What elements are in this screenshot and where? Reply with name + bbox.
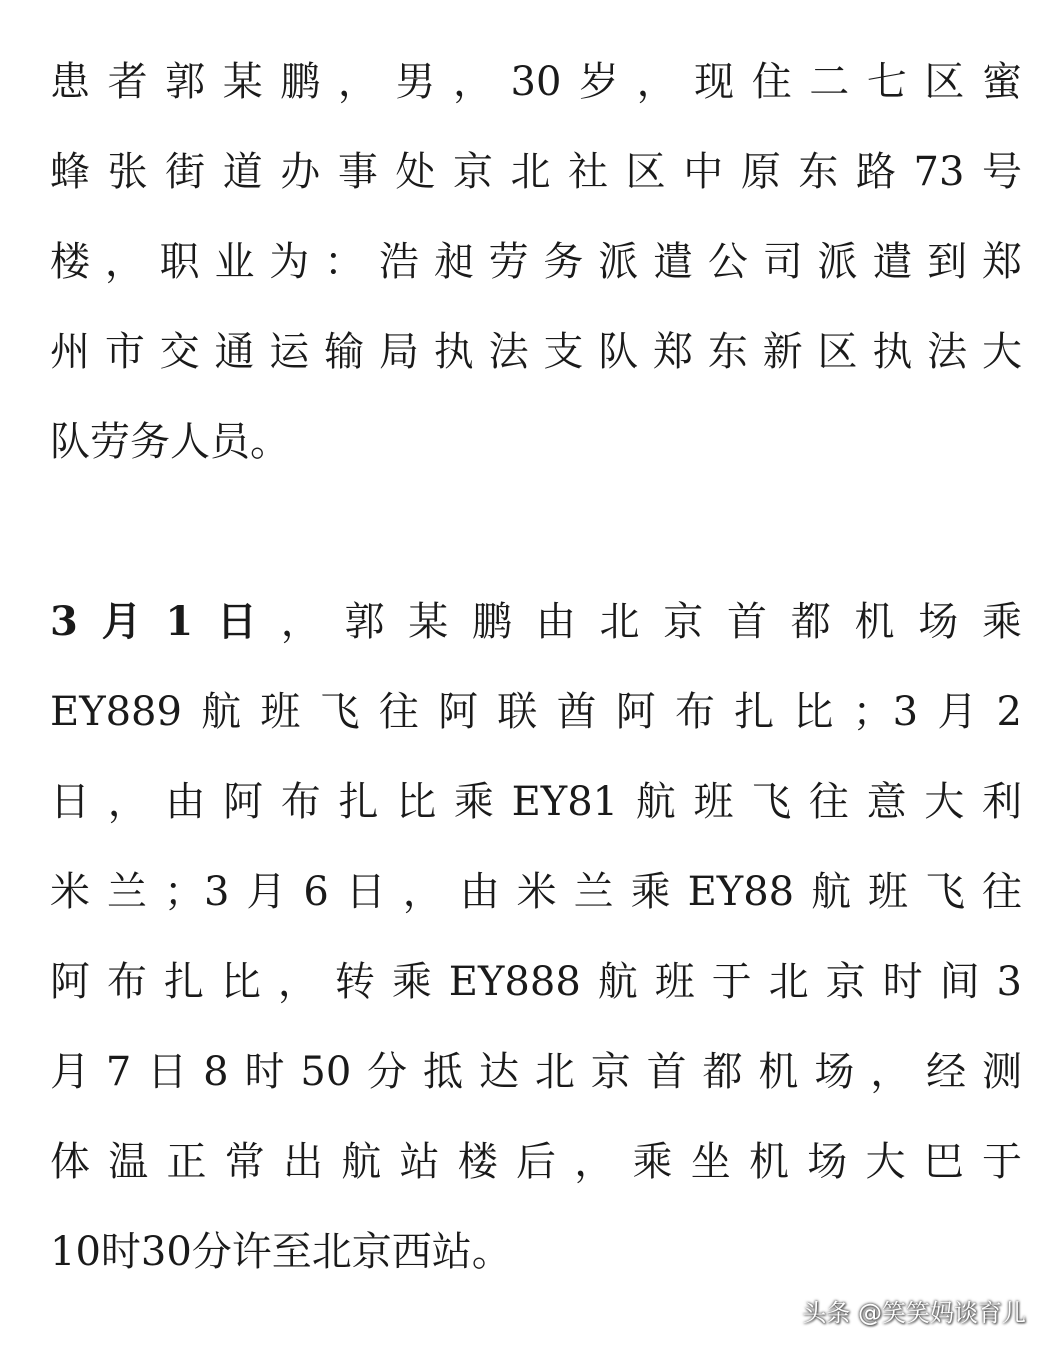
paragraph-1-line-1: 患者郭某鹏，男，30岁，现住二七区蜜: [50, 59, 1022, 105]
paragraph-2-line-2: EY889航班飞往阿联酋阿布扎比；3月2: [50, 689, 1022, 735]
paragraph-1-line-5: 队劳务人员。: [50, 419, 290, 465]
watermark: 头条 @笑笑妈谈育儿: [802, 1299, 1026, 1327]
paragraph-1-line-3: 楼，职业为：浩昶劳务派遣公司派遣到郑: [50, 239, 1022, 285]
paragraph-2-line-6: 月7日8时50分抵达北京首都机场，经测: [50, 1049, 1022, 1095]
paragraph-2-line-5: 阿布扎比，转乘EY888航班于北京时间3: [50, 959, 1022, 1005]
paragraph-2-line-7: 体温正常出航站楼后，乘坐机场大巴于: [50, 1139, 1022, 1185]
paragraph-2-line-1: [50, 598, 1022, 646]
paragraph-2-line-8: 10时30分许至北京西站。: [50, 1229, 512, 1275]
date-highlight: 3月1日: [50, 598, 281, 645]
paragraph-2-line-4: 米兰；3月6日，由米兰乘EY88航班飞往: [50, 869, 1022, 915]
paragraph-1-line-2: 蜂张街道办事处京北社区中原东路73号: [50, 149, 1022, 195]
paragraph-2-line-3: 日，由阿布扎比乘EY81航班飞往意大利: [50, 779, 1022, 825]
paragraph-1-line-4: 州市交通运输局执法支队郑东新区执法大: [50, 329, 1022, 375]
paragraph-2-line-1-rest: ，郭某鹏由北京首都机场乘: [280, 599, 1022, 645]
